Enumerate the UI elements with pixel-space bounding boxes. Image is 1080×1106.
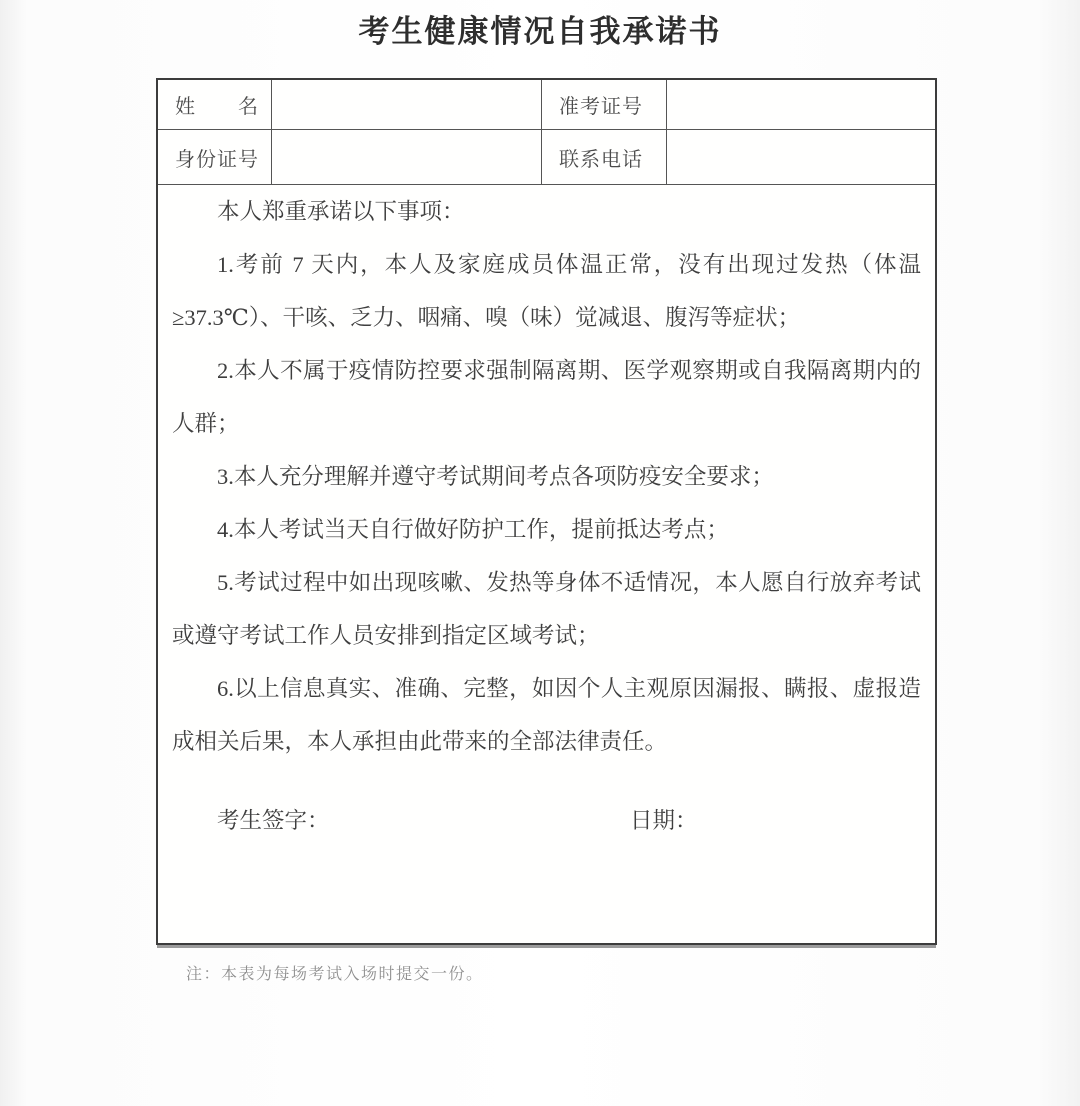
document-title: 考生健康情况自我承诺书: [358, 14, 722, 49]
signature-label: 考生签字：: [217, 808, 330, 833]
form-row-id-phone: [158, 130, 935, 185]
commitment-item-1: 1.考前 7 天内，本人及家庭成员体温正常，没有出现过发热（体温≥37.3℃）、干咳、乏力、咽痛、嗅（味）觉减退、腹泻等症状；: [172, 252, 921, 330]
commitment-item-4: 4.本人考试当天自行做好防护工作，提前抵达考点；: [217, 517, 729, 542]
phone-input-cell: [667, 130, 935, 184]
name-input-cell: [272, 80, 542, 129]
phone-label: 联系电话: [542, 130, 667, 184]
name-label: 姓 名: [158, 80, 272, 129]
admission-ticket-label: 准考证号: [542, 80, 667, 129]
id-number-input-cell: [272, 130, 542, 184]
health-declaration-form: [156, 78, 937, 945]
commitment-item-6: 6.以上信息真实、准确、完整，如因个人主观原因漏报、瞒报、虚报造成相关后果，本人承担由此带来的全部法律责任。: [172, 676, 921, 754]
commitment-body: [158, 185, 935, 943]
commitment-item-2: 2.本人不属于疫情防控要求强制隔离期、医学观察期或自我隔离期内的人群；: [172, 358, 921, 436]
id-number-label: 身份证号: [158, 130, 272, 184]
date-label: 日期：: [630, 808, 698, 833]
signature-row: [172, 794, 921, 847]
footnote: 注：本表为每场考试入场时提交一份。: [186, 966, 484, 983]
commitment-intro: 本人郑重承诺以下事项：: [217, 199, 465, 224]
commitment-item-3: 3.本人充分理解并遵守考试期间考点各项防疫安全要求；: [217, 464, 774, 489]
form-row-name-ticket: [158, 80, 935, 130]
commitment-item-5: 5.考试过程中如出现咳嗽、发热等身体不适情况，本人愿自行放弃考试或遵守考试工作人员安排到指定区域考试；: [172, 570, 921, 648]
admission-ticket-input-cell: [667, 80, 935, 129]
